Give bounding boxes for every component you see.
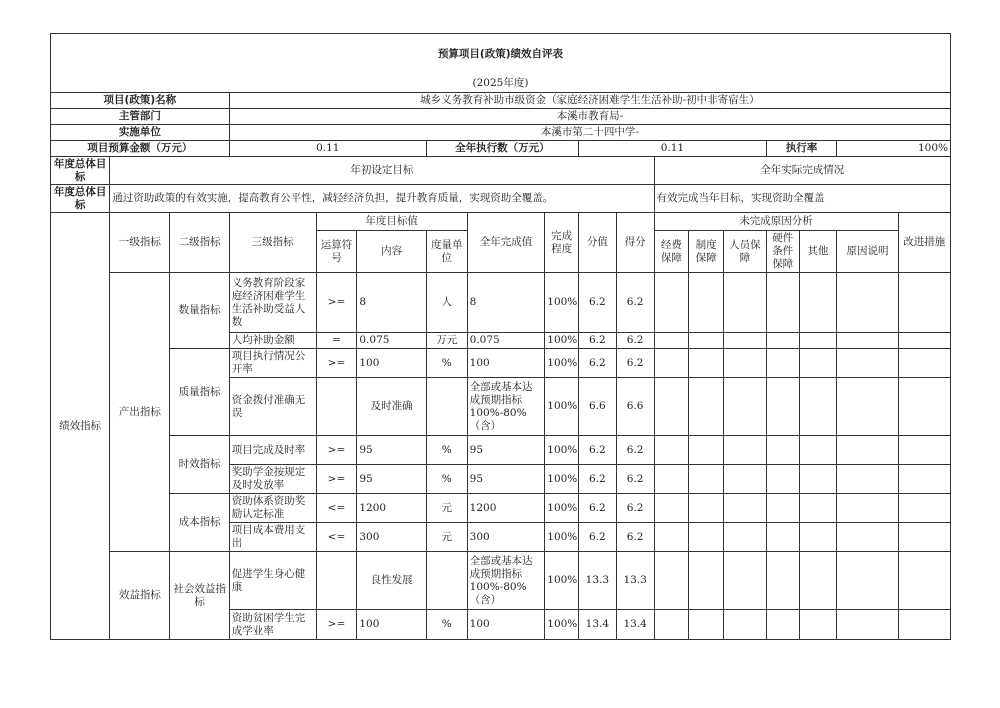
- row-name: 资助体系资助奖励认定标准: [229, 494, 316, 523]
- row-degree: 100%: [545, 552, 579, 610]
- row-op: >=: [316, 349, 357, 378]
- annual-target-header: 年度目标值: [316, 213, 467, 231]
- op-header: 运算符号: [316, 231, 357, 273]
- row-op: >=: [316, 610, 357, 640]
- row-score: 6.6: [616, 378, 654, 436]
- row-content: 8: [357, 273, 426, 333]
- improve-header: 改进措施: [898, 213, 950, 273]
- row-score: 6.2: [616, 273, 654, 333]
- row-unit: %: [426, 465, 467, 494]
- goal-label: 年度总体目标: [51, 157, 110, 185]
- row-actual: 全部或基本达成预期指标100%-80%（含）: [467, 378, 545, 436]
- row-score: 6.2: [616, 436, 654, 465]
- dept-label: 主管部门: [51, 109, 230, 125]
- row-content: 300: [357, 523, 426, 552]
- row-score: 6.2: [616, 465, 654, 494]
- row-unit: 人: [426, 273, 467, 333]
- row-score: 6.2: [616, 523, 654, 552]
- unit-value: 本溪市第二十四中学-: [229, 125, 950, 141]
- row-unit: %: [426, 349, 467, 378]
- project-label: 项目(政策)名称: [51, 93, 230, 109]
- row-actual: 100: [467, 349, 545, 378]
- row-name: 资助贫困学生完成学业率: [229, 610, 316, 640]
- row-unit: 元: [426, 494, 467, 523]
- row-value: 13.3: [578, 552, 616, 610]
- row-actual: 全部或基本达成预期指标100%-80%（含）: [467, 552, 545, 610]
- reason-other-header: 其他: [799, 231, 837, 273]
- row-actual: 300: [467, 523, 545, 552]
- unit-header: 度量单位: [426, 231, 467, 273]
- rate-value: 100%: [837, 141, 951, 157]
- goal-label-2: 年度总体目标: [51, 185, 110, 213]
- report-year: (2025年度): [51, 74, 951, 93]
- degree-header: 完成程度: [545, 213, 579, 273]
- group-output: 产出指标: [110, 273, 170, 552]
- row-name: 人均补助金额: [229, 333, 316, 349]
- score-value-header: 分值: [578, 213, 616, 273]
- row-unit: 万元: [426, 333, 467, 349]
- row-value: 6.2: [578, 349, 616, 378]
- row-content: 1200: [357, 494, 426, 523]
- row-score: 6.2: [616, 494, 654, 523]
- perf-label: 绩效指标: [51, 213, 110, 640]
- group-quality: 质量指标: [170, 349, 229, 436]
- row-name: 项目成本费用支出: [229, 523, 316, 552]
- row-name: 奖助学金按规定及时发放率: [229, 465, 316, 494]
- row-value: 6.2: [578, 523, 616, 552]
- row-value: 6.2: [578, 333, 616, 349]
- row-actual: 95: [467, 436, 545, 465]
- reason-system-header: 制度保障: [689, 231, 724, 273]
- project-value: 城乡义务教育补助市级资金（家庭经济困难学生生活补助-初中非寄宿生）: [229, 93, 950, 109]
- exec-label: 全年执行数（万元）: [426, 141, 578, 157]
- row-actual: 8: [467, 273, 545, 333]
- row-score: 6.2: [616, 349, 654, 378]
- row-op: >=: [316, 273, 357, 333]
- reasons-header: 未完成原因分析: [654, 213, 898, 231]
- row-content: 95: [357, 465, 426, 494]
- initial-goal-text: 通过资助政策的有效实施，提高教育公平性，减轻经济负担，提升教育质量，实现资助全覆盖。: [110, 185, 654, 213]
- row-content: 95: [357, 436, 426, 465]
- dept-value: 本溪市教育局-: [229, 109, 950, 125]
- row-score: 13.4: [616, 610, 654, 640]
- unit-label: 实施单位: [51, 125, 230, 141]
- row-actual: 100: [467, 610, 545, 640]
- row-degree: 100%: [545, 465, 579, 494]
- row-actual: 95: [467, 465, 545, 494]
- group-quantity: 数量指标: [170, 273, 229, 349]
- row-name: 项目执行情况公开率: [229, 349, 316, 378]
- row-degree: 100%: [545, 523, 579, 552]
- rate-label: 执行率: [766, 141, 836, 157]
- evaluation-table: [50, 33, 951, 640]
- group-social: 社会效益指标: [170, 552, 229, 640]
- group-cost: 成本指标: [170, 494, 229, 552]
- row-degree: 100%: [545, 610, 579, 640]
- row-unit: %: [426, 610, 467, 640]
- level2-header: 二级指标: [170, 213, 229, 273]
- row-name: 资金拨付准确无误: [229, 378, 316, 436]
- row-op: >=: [316, 465, 357, 494]
- level1-header: 一级指标: [110, 213, 170, 273]
- row-content: 0.075: [357, 333, 426, 349]
- row-name: 项目完成及时率: [229, 436, 316, 465]
- budget-label: 项目预算金额（万元）: [51, 141, 230, 157]
- row-unit: %: [426, 436, 467, 465]
- row-score: 6.2: [616, 333, 654, 349]
- actual-header: 全年完成值: [467, 213, 545, 273]
- row-content: 100: [357, 610, 426, 640]
- row-value: 6.2: [578, 494, 616, 523]
- initial-goal-header: 年初设定目标: [110, 157, 654, 185]
- row-value: 6.2: [578, 273, 616, 333]
- row-content: 及时准确: [357, 378, 426, 436]
- group-timeliness: 时效指标: [170, 436, 229, 494]
- row-unit: [426, 378, 467, 436]
- row-actual: 1200: [467, 494, 545, 523]
- row-name: 义务教育阶段家庭经济困难学生生活补助受益人数: [229, 273, 316, 333]
- row-degree: 100%: [545, 273, 579, 333]
- row-value: 6.2: [578, 465, 616, 494]
- row-degree: 100%: [545, 333, 579, 349]
- row-degree: 100%: [545, 494, 579, 523]
- row-actual: 0.075: [467, 333, 545, 349]
- row-score: 13.3: [616, 552, 654, 610]
- row-value: 6.2: [578, 436, 616, 465]
- budget-value: 0.11: [229, 141, 426, 157]
- page-title: 预算项目(政策)绩效自评表: [51, 34, 951, 75]
- row-degree: 100%: [545, 436, 579, 465]
- row-op: >=: [316, 436, 357, 465]
- row-content: 良性发展: [357, 552, 426, 610]
- reason-fund-header: 经费保障: [654, 231, 689, 273]
- evaluation-sheet: [50, 33, 951, 640]
- group-benefit: 效益指标: [110, 552, 170, 640]
- row-degree: 100%: [545, 349, 579, 378]
- row-op: =: [316, 333, 357, 349]
- reason-explain-header: 原因说明: [837, 231, 898, 273]
- score-header: 得分: [616, 213, 654, 273]
- actual-goal-text: 有效完成当年目标，实现资助全覆盖: [654, 185, 950, 213]
- row-op: <=: [316, 494, 357, 523]
- reason-hardware-header: 硬件条件保障: [766, 231, 799, 273]
- content-header: 内容: [357, 231, 426, 273]
- reason-staff-header: 人员保障: [723, 231, 766, 273]
- row-value: 13.4: [578, 610, 616, 640]
- row-unit: 元: [426, 523, 467, 552]
- row-name: 促进学生身心健康: [229, 552, 316, 610]
- row-value: 6.6: [578, 378, 616, 436]
- level3-header: 三级指标: [229, 213, 316, 273]
- row-op: [316, 552, 357, 610]
- row-op: <=: [316, 523, 357, 552]
- exec-value: 0.11: [578, 141, 766, 157]
- actual-goal-header: 全年实际完成情况: [654, 157, 950, 185]
- row-degree: 100%: [545, 378, 579, 436]
- row-unit: [426, 552, 467, 610]
- row-content: 100: [357, 349, 426, 378]
- row-op: [316, 378, 357, 436]
